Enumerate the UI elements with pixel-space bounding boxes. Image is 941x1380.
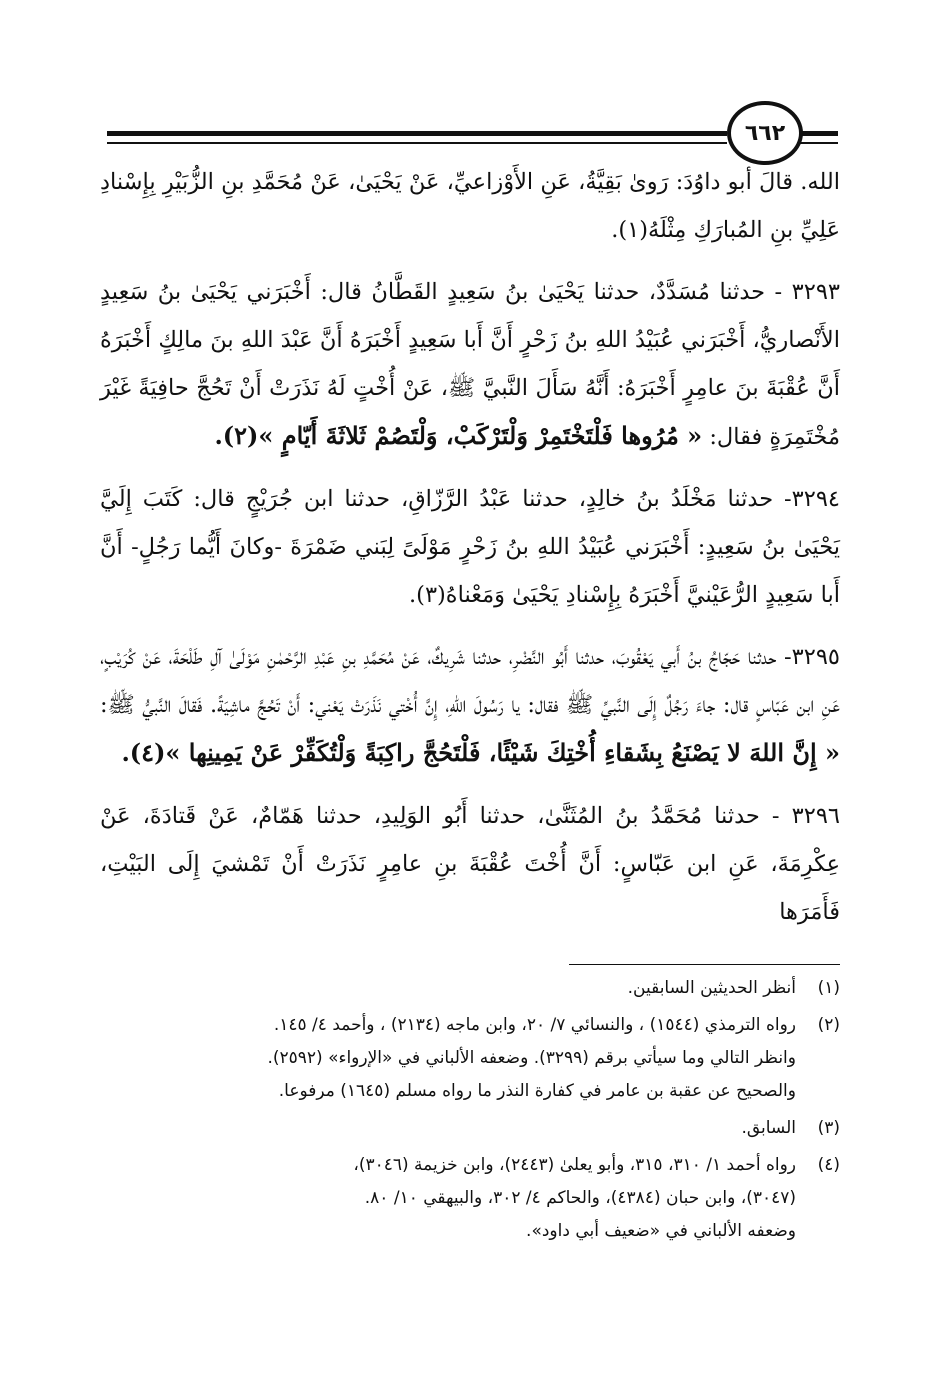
paragraph-text: ٣٢٩٣ - حدثنا مُسَدَّدٌ، حدثنا يَحْيَىٰ بنُ سَعِيدٍ القَطَّانُ قال: أَخْبَرَني يَحْيَىٰ بنُ سَعِيدٍ الأَنْصاريُّ، أَخْبَرَني عُبَيْدُ اللهِ بنُ زَحْرٍ أَنَّ أَبا سَعِيدٍ أَخْبَرَهُ أَنَّ عَبْدَ اللهِ بنَ مالِكٍ أَخْبَرَهُ أَنَّ عُقْبَةَ بنَ عامِرٍ أَخْبَرَهُ: أَنَّهُ سَأَلَ النَّبيَّ ﷺ، عَنْ أُخْتٍ لَهُ نَذَرَتْ أَنْ تَحُجَّ حافِيَةً غَيْرَ مُخْتَمِرَةٍ فقال: [100, 279, 840, 450]
footnote-line: (٣٠٤٧)، وابن حبان (٤٣٨٤)، والحاكم ٤/ ٣٠٢، والبيهقي ١٠/ ٨٠. [364, 1188, 796, 1208]
footnote-line: والصحيح عن عقبة بن عامر في كفارة النذر ما رواه مسلم (١٦٤٥) مرفوعا. [278, 1081, 796, 1101]
paragraph-intro [100, 158, 840, 254]
paragraph-text: ٣٢٩٦ - حدثنا مُحَمَّدُ بنُ المُثَنَّىٰ، حدثنا أَبُو الوَلِيدِ، حدثنا هَمّامٌ، عَنْ قَتادَةَ، عَنْ عِكْرِمَةَ، عَنِ ابن عَبّاسٍ: أَنَّ أُخْتَ عُقْبَةَ بنِ عامِرٍ نَذَرَتْ أَنْ تَمْشيَ إِلَى البَيْتِ، فَأَمَرَها [100, 803, 840, 925]
footnote-number: (٤) [817, 1155, 840, 1175]
footnote-text [100, 972, 796, 1005]
page-number: ٦٦٢ [727, 101, 803, 165]
paragraph-text: ٣٢٩٥- حدثنا حَجّاجُ بنُ أَبي يَعْقُوبَ، حدثنا أَبُو النَّضْرِ، حدثنا شَرِيكٌ، عَنْ مُحَمَّدِ بنِ عَبْدِ الرَّحْمٰنِ مَوْلَىٰ آلِ طَلْحَةَ، عَنْ كُرَيْبٍ، عَنِ ابن عَبّاسٍ قال: جاءَ رَجُلٌ إِلَى النَّبيِّ ﷺ فقال: يا رَسُولَ اللهِ، إِنَّ أُخْتي نَذَرَتْ يَعْني: أَنْ تَحُجَّ ماشِيَةً. فَقالَ النَّبيُّ ﷺ: [100, 644, 840, 718]
footnote-line: وانظر التالي وما سيأتي برقم (٣٢٩٩). وضعفه الألباني في «الإرواء» (٢٥٩٢). [267, 1048, 796, 1068]
hadith-quote: « مُرُوها فَلْتَخْتَمِرْ وَلْتَرْكَبْ، وَلْتَصُمْ ثَلاثَةَ أَيّامٍ »(٢). [214, 421, 703, 450]
hadith-quote: « إِنَّ اللهَ لا يَصْنَعُ بِشَقاءِ أُخْتِكَ شَيْئًا، فَلْتَحُجَّ راكِبَةً وَلْتُكَفِّرْ عَنْ يَمِينِها »(٤). [121, 738, 840, 767]
footnote-line: السابق. [741, 1118, 796, 1138]
footnote-number: (٢) [817, 1015, 840, 1035]
footnote-number: (٣) [817, 1118, 840, 1138]
footnote-4 [100, 1149, 840, 1248]
header-rule-thick [107, 131, 727, 136]
header-rule-right-thick [800, 131, 838, 136]
footnote-text [100, 1112, 796, 1145]
footnote-2 [100, 1009, 840, 1108]
footnote-line: أنظر الحديثين السابقين. [627, 978, 796, 998]
footnote-line: رواه الترمذي (١٥٤٤) ، والنسائي ٧/ ٢٠، وابن ماجه (٢١٣٤) ، وأحمد ٤/ ١٤٥. [273, 1015, 796, 1035]
main-text [100, 158, 840, 954]
footnote-line: وضعفه الألباني في «ضعيف أبي داود». [526, 1221, 796, 1241]
footnote-text [100, 1149, 796, 1248]
paragraph-text: الله. قالَ أبو داوُدَ: رَوىٰ بَقِيَّةُ، عَنِ الأَوْزاعيِّ، عَنْ يَحْيَىٰ، عَنْ مُحَمَّدِ بنِ الزُّبَيْرِ بِإِسْنادِ عَلِيِّ بنِ المُبارَكِ مِثْلَهُ(١). [100, 169, 840, 243]
paragraph-hadith-3294 [100, 475, 840, 619]
page-header [0, 0, 941, 170]
footnote-text [100, 1009, 796, 1108]
footnote-number: (١) [817, 978, 840, 998]
header-rule-right-thin [800, 142, 838, 144]
paragraph-hadith-3293 [100, 268, 840, 461]
footnote-3 [100, 1112, 840, 1145]
footnotes [100, 972, 840, 1252]
footnote-1 [100, 972, 840, 1005]
footnote-separator [569, 964, 840, 965]
footnote-line: رواه أحمد ١/ ٣١٠، ٣١٥، وأبو يعلىٰ (٢٤٤٣)، وابن خزيمة (٣٠٤٦)، [353, 1155, 796, 1175]
paragraph-text: ٣٢٩٤- حدثنا مَخْلَدُ بنُ خالِدٍ، حدثنا عَبْدُ الرَّزّاقِ، حدثنا ابن جُرَيْجٍ قال: كَتَبَ إِلَيَّ يَحْيَىٰ بنُ سَعِيدٍ: أَخْبَرَني عُبَيْدُ اللهِ بنُ زَحْرٍ مَوْلَىً لِبَني ضَمْرَةَ -وكانَ أَيُّما رَجُلٍ- أَنَّ أَبا سَعِيدٍ الرُّعَيْنيَّ أَخْبَرَهُ بِإِسْنادِ يَحْيَىٰ وَمَعْناهُ(٣). [100, 486, 840, 608]
paragraph-hadith-3296 [100, 792, 840, 936]
header-rule-thin [107, 142, 727, 144]
paragraph-hadith-3295 [100, 633, 840, 778]
